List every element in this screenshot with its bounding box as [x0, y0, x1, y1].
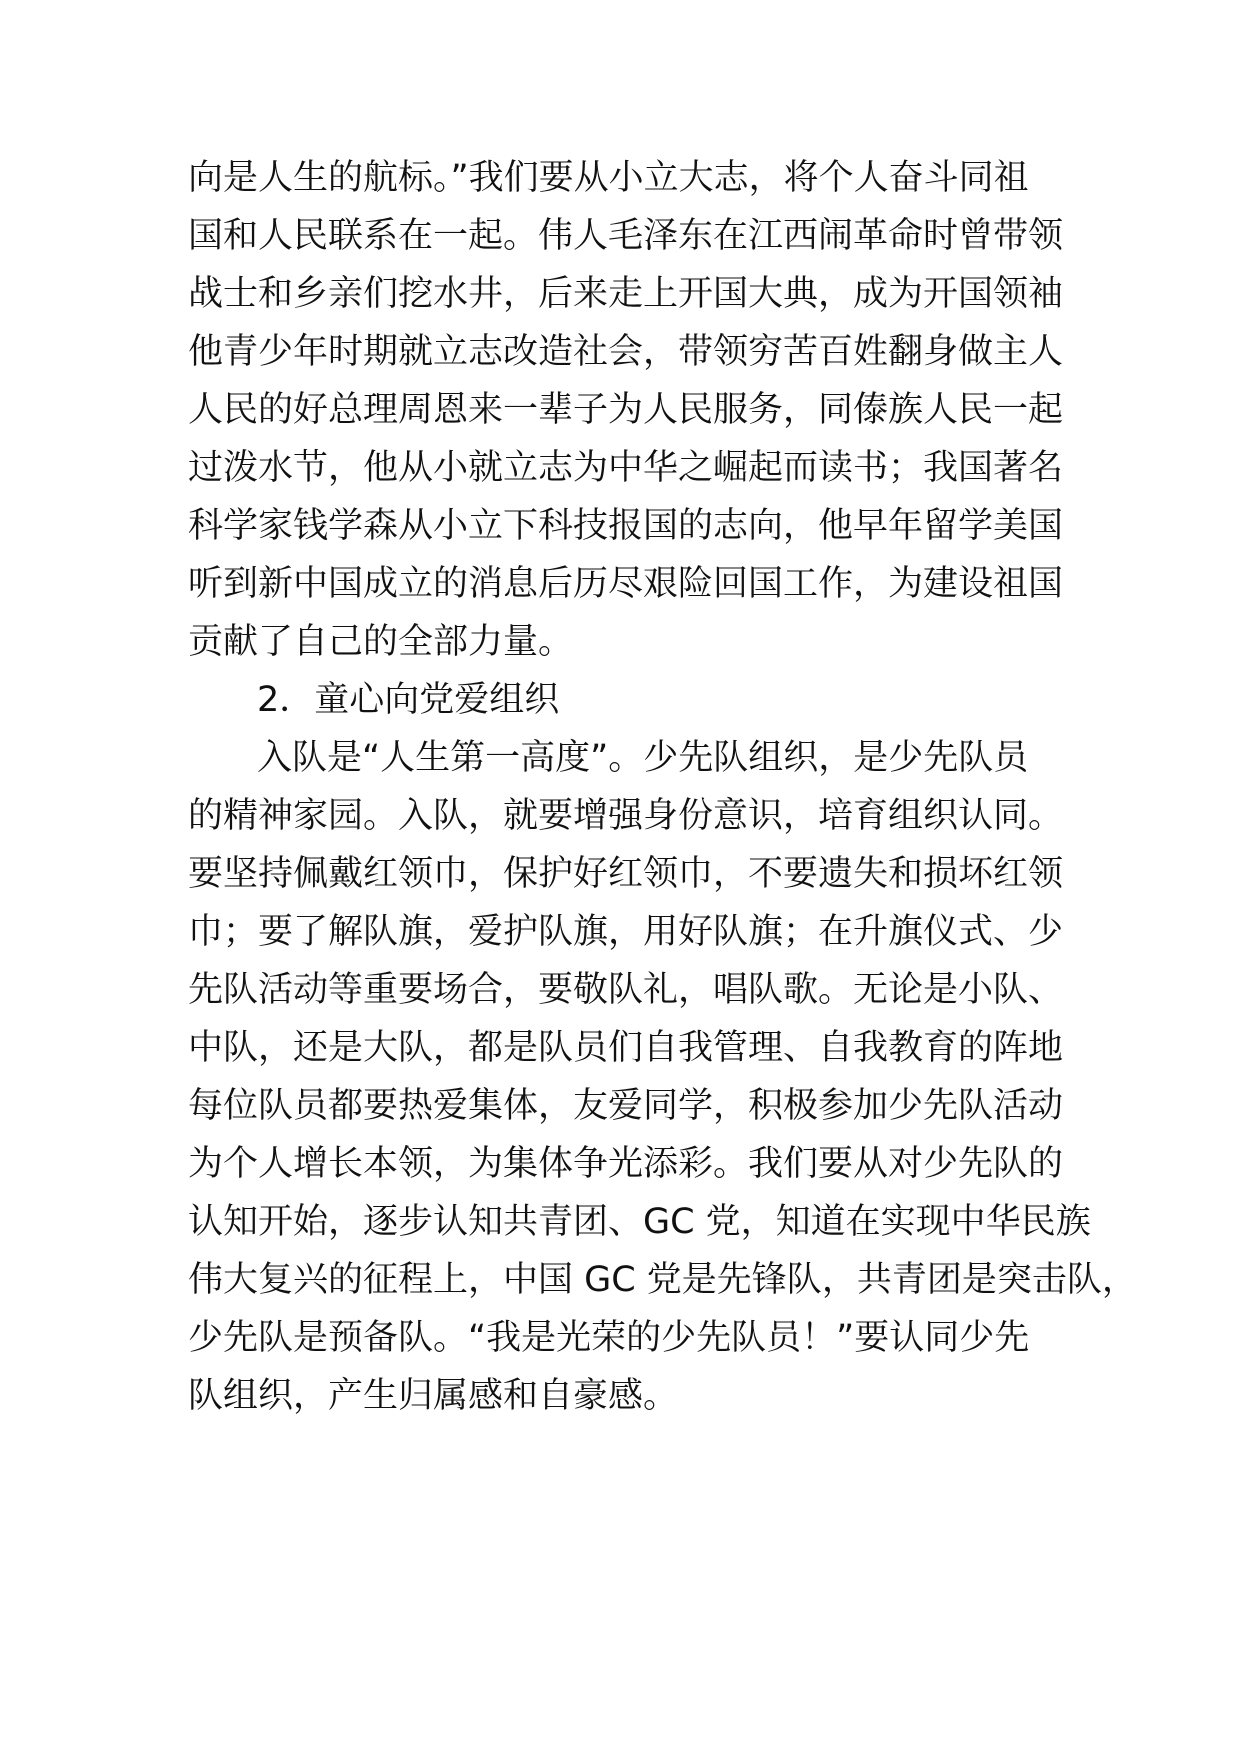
text-line: 队组织，产生归属感和自豪感。: [188, 1376, 679, 1416]
text-line: 先队活动等重要场合，要敬队礼，唱队歌。无论是小队、: [188, 970, 1064, 1010]
text-line: 为个人增长本领，为集体争光添彩。我们要从对少先队的: [188, 1144, 1064, 1184]
text-line: 入队是“人生第一高度”。少先队组织，是少先队员: [257, 738, 1029, 778]
text-line: 巾；要了解队旗，爱护队旗，用好队旗；在升旗仪式、少: [188, 912, 1064, 952]
text-line: 伟大复兴的征程上，中国 GC 党是先锋队，共青团是突击队，: [188, 1260, 1137, 1300]
text-line: 每位队员都要热爱集体，友爱同学，积极参加少先队活动: [188, 1086, 1064, 1126]
text-line: 国和人民联系在一起。伟人毛泽东在江西闹革命时曾带领: [188, 216, 1064, 256]
text-line: 的精神家园。入队，就要增强身份意识，培育组织认同。: [188, 796, 1064, 836]
text-line: 科学家钱学森从小立下科技报国的志向，他早年留学美国: [188, 506, 1064, 546]
section-heading: 2．童心向党爱组织: [257, 680, 560, 720]
text-line: 少先队是预备队。“我是光荣的少先队员！”要认同少先: [188, 1318, 1030, 1358]
text-line: 中队，还是大队，都是队员们自我管理、自我教育的阵地: [188, 1028, 1064, 1068]
text-line: 过泼水节，他从小就立志为中华之崛起而读书；我国著名: [188, 448, 1064, 488]
text-line: 人民的好总理周恩来一辈子为人民服务，同傣族人民一起: [188, 390, 1064, 430]
text-line: 贡献了自己的全部力量。: [188, 622, 574, 662]
text-line: 听到新中国成立的消息后历尽艰险回国工作，为建设祖国: [188, 564, 1064, 604]
text-line: 向是人生的航标。”我们要从小立大志，将个人奋斗同祖: [188, 158, 1029, 198]
text-line: 要坚持佩戴红领巾，保护好红领巾，不要遗失和损坏红领: [188, 854, 1064, 894]
text-line: 战士和乡亲们挖水井，后来走上开国大典，成为开国领袖: [188, 274, 1064, 314]
text-line: 认知开始，逐步认知共青团、GC 党，知道在实现中华民族: [188, 1202, 1091, 1242]
text-line: 他青少年时期就立志改造社会，带领穷苦百姓翻身做主人: [188, 332, 1064, 372]
